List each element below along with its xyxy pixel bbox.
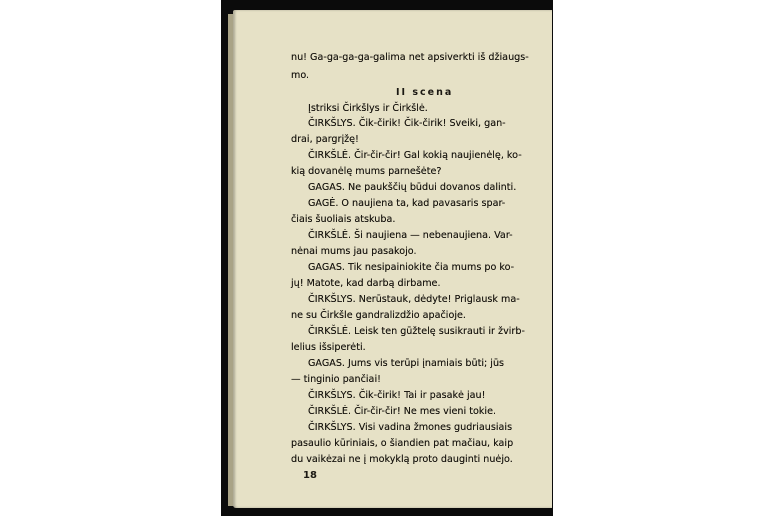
text-line: ČIRKŠLĖ. Leisk ten gūžtelę susikrauti ir žvirb- [308,326,525,337]
text-line: jų! Matote, kad darbą dirbame. [291,278,441,289]
text-line: GAGAS. Tik nesipainiokite čia mums po ko- [308,262,515,273]
text-line: drai, pargrįžę! [291,134,359,145]
text-line: pasaulio kūriniais, o šiandien pat mačiau, kaip [291,438,514,449]
text-line: GAGAS. Jums vis terūpi įnamiais būti; jūs [308,358,505,369]
text-line: kią dovanėlę mums parnešėte? [291,166,442,177]
text-line: mo. [291,70,310,81]
text-line: GAGAS. Ne paukščių būdui dovanos dalinti. [308,182,517,193]
page-number: 18 [303,470,317,481]
text-line: nėnai mums jau pasakojo. [291,246,417,257]
text-line: ČIRKŠLYS. Nerūstauk, dėdyte! Priglausk ma- [308,294,520,305]
text-line: ČIRKŠLYS. Visi vadina žmones gudriausiais [308,422,513,433]
text-line: nu! Ga-ga-ga-ga-galima net apsiverkti iš džiaugs- [291,52,529,63]
text-line: du vaikėzai ne į mokyklą proto dauginti nuėjo. [291,454,513,465]
text-line: ne su Čirkšle gandralizdžio apačioje. [291,310,466,321]
text-line: čiais šuoliais atskuba. [291,214,396,225]
text-line: — tinginio pančiai! [291,374,381,385]
text-line: GAGĖ. O naujiena ta, kad pavasaris spar- [308,198,506,209]
text-line: ČIRKŠLYS. Čik-čirik! Čik-čirik! Sveiki, gan- [308,118,506,129]
stage-direction: Įstriksi Čirkšlys ir Čirkšlė. [308,103,428,114]
text-line: ČIRKŠLĖ. Čir-čir-čir! Ne mes vieni tokie. [308,406,497,417]
text-line: lelius išsiperėti. [291,342,366,353]
text-line: ČIRKŠLĖ. Čir-čir-čir! Gal kokią naujienėlę, ko- [308,150,522,161]
text-line: ČIRKŠLĖ. Ši naujiena — nebenaujiena. Var- [308,230,513,241]
text-line: ČIRKŠLYS. Čik-čirik! Tai ir pasakė jau! [308,390,486,401]
scene-heading: II scena [396,87,454,98]
